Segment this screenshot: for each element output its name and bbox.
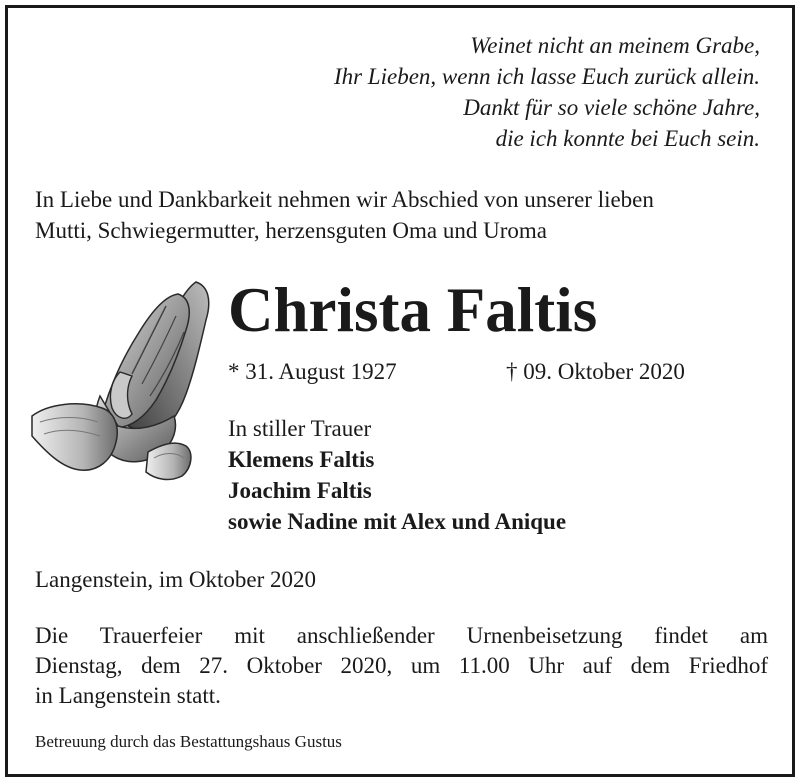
mourners: [228, 413, 566, 537]
funeral-line: Die Trauerfeier mit anschließender Urnenbeisetzung findet am: [35, 623, 768, 648]
mourners-heading: In stiller Trauer: [228, 416, 372, 441]
place-and-date: Langenstein, im Oktober 2020: [35, 567, 317, 592]
funeral-line: Dienstag, dem 27. Oktober 2020, um 11.00 Uhr auf dem Friedhof: [35, 653, 768, 678]
deceased-name: Christa Faltis: [228, 275, 598, 345]
poem-line: Dankt für so viele schöne Jahre,: [463, 95, 760, 120]
mourner-name: Klemens Faltis: [228, 447, 375, 472]
poem: [200, 30, 760, 154]
intro-line: In Liebe und Dankbarkeit nehmen wir Abschied von unserer lieben: [35, 187, 654, 212]
funeral-line: in Langenstein statt.: [35, 683, 221, 708]
birth-date: * 31. August 1927: [228, 359, 397, 384]
poem-line: die ich konnte bei Euch sein.: [495, 126, 760, 151]
poem-line: Ihr Lieben, wenn ich lasse Euch zurück allein.: [333, 64, 760, 89]
death-date: † 09. Oktober 2020: [506, 359, 685, 384]
funeral-home-note: Betreuung durch das Bestattungshaus Gustus: [35, 732, 342, 751]
intro-line: Mutti, Schwiegermutter, herzensguten Oma und Uroma: [35, 218, 547, 243]
funeral-notice: [35, 621, 768, 711]
mourner-name: Joachim Faltis: [228, 478, 372, 503]
mourner-name: sowie Nadine mit Alex und Anique: [228, 509, 567, 534]
intro-text: [35, 184, 775, 246]
life-dates: [228, 356, 728, 388]
praying-hands-icon: [28, 276, 228, 486]
poem-line: Weinet nicht an meinem Grabe,: [470, 33, 760, 58]
